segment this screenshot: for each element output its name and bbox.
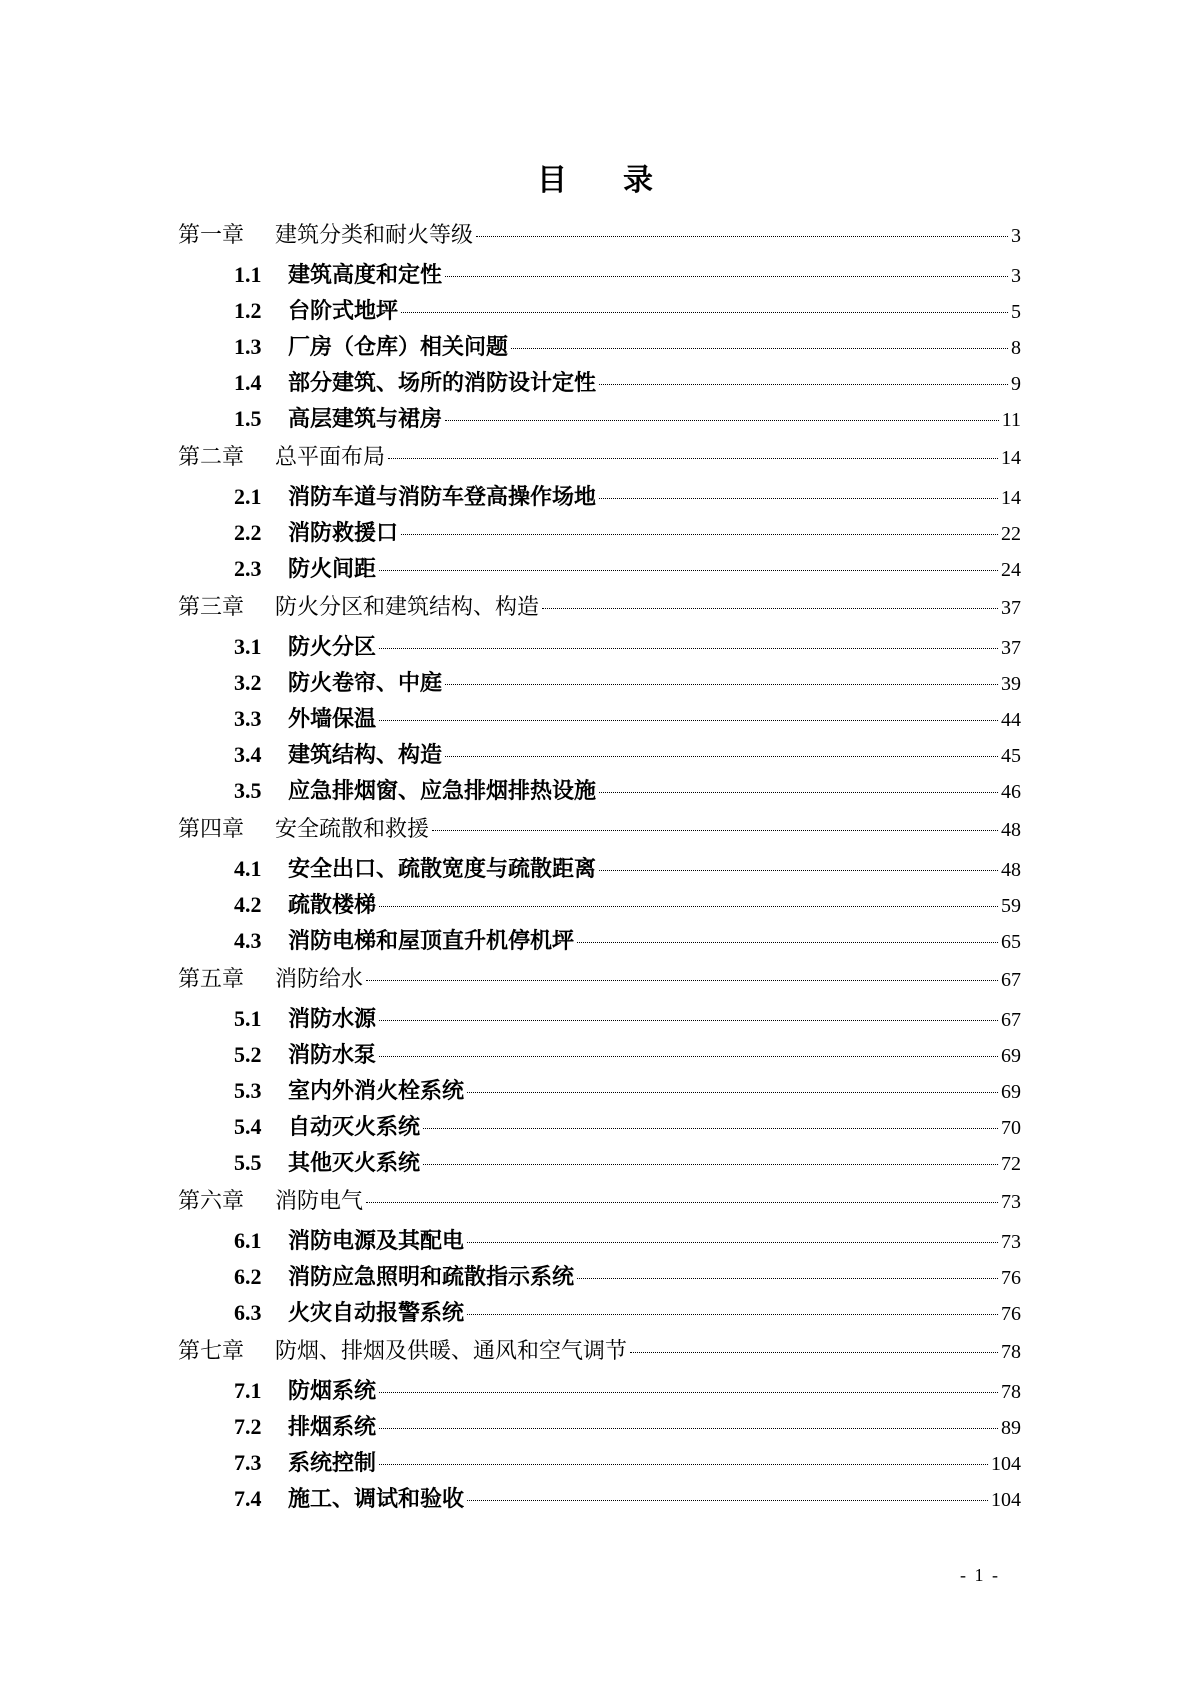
section-page-number: 45: [1001, 745, 1021, 767]
section-number: 2.1: [234, 484, 262, 509]
toc-section-entry[interactable]: [178, 1409, 1021, 1445]
toc-section-label: [234, 665, 442, 702]
dot-leader: [432, 830, 998, 831]
section-page-number: 89: [1001, 1417, 1021, 1439]
chapter-page-number: 14: [1001, 447, 1021, 469]
section-number: 5.4: [234, 1114, 262, 1139]
toc-section-entry[interactable]: [178, 257, 1021, 293]
section-page-number: 44: [1001, 709, 1021, 731]
section-number: 7.2: [234, 1414, 262, 1439]
chapter-title: 安全疏散和救援: [275, 817, 430, 842]
section-number: 1.5: [234, 406, 262, 431]
dot-leader: [401, 534, 998, 535]
dot-leader: [467, 1314, 998, 1315]
toc-chapter-label: [178, 809, 429, 851]
toc-section-label: [234, 401, 442, 438]
dot-leader: [630, 1352, 998, 1353]
toc-title: [0, 155, 1190, 199]
section-page-number: 59: [1001, 895, 1021, 917]
section-title: 应急排烟窗、应急排烟排热设施: [288, 778, 597, 804]
section-page-number: 76: [1001, 1267, 1021, 1289]
section-page-number: 69: [1001, 1081, 1021, 1103]
dot-leader: [379, 1392, 998, 1393]
section-page-number: 104: [991, 1453, 1021, 1475]
section-number: 5.3: [234, 1078, 262, 1103]
section-title: 防火间距: [288, 556, 377, 582]
toc-section-label: [234, 773, 596, 810]
dot-leader: [476, 236, 1008, 237]
section-number: 6.2: [234, 1264, 262, 1289]
chapter-title: 消防电气: [275, 1189, 364, 1214]
section-number: 3.1: [234, 634, 262, 659]
section-page-number: 24: [1001, 559, 1021, 581]
section-number: 1.2: [234, 298, 262, 323]
chapter-title: 消防给水: [275, 967, 364, 992]
section-title: 自动灭火系统: [288, 1114, 421, 1140]
dot-leader: [379, 570, 998, 571]
section-number: 7.1: [234, 1378, 262, 1403]
toc-section-label: [234, 1037, 376, 1074]
dot-leader: [366, 1202, 998, 1203]
section-number: 6.1: [234, 1228, 262, 1253]
dot-leader: [379, 648, 998, 649]
section-page-number: 72: [1001, 1153, 1021, 1175]
toc-section-entry[interactable]: [178, 551, 1021, 587]
section-number: 4.1: [234, 856, 262, 881]
section-number: 1.3: [234, 334, 262, 359]
section-title: 疏散楼梯: [288, 892, 377, 918]
chapter-page-number: 78: [1001, 1341, 1021, 1363]
chapter-page-number: 67: [1001, 969, 1021, 991]
section-title: 系统控制: [288, 1450, 377, 1476]
toc-section-entry[interactable]: [178, 365, 1021, 401]
section-number: 2.2: [234, 520, 262, 545]
section-number: 5.2: [234, 1042, 262, 1067]
section-title: 消防水源: [288, 1006, 377, 1032]
chapter-page-number: 3: [1011, 225, 1021, 247]
section-number: 3.2: [234, 670, 262, 695]
section-page-number: 104: [991, 1489, 1021, 1511]
section-number: 1.1: [234, 262, 262, 287]
dot-leader: [379, 1056, 998, 1057]
toc-chapter-entry[interactable]: [178, 1331, 1021, 1373]
chapter-number: 第二章: [178, 445, 245, 470]
section-number: 5.1: [234, 1006, 262, 1031]
section-page-number: 3: [1011, 265, 1021, 287]
dot-leader: [511, 348, 1008, 349]
chapter-number: 第五章: [178, 967, 245, 992]
dot-leader: [379, 1464, 988, 1465]
section-page-number: 48: [1001, 859, 1021, 881]
toc-section-label: [234, 1373, 376, 1410]
toc-chapter-label: [178, 959, 363, 1001]
dot-leader: [445, 276, 1008, 277]
toc-section-label: [234, 1223, 464, 1260]
toc-chapter-entry[interactable]: [178, 437, 1021, 479]
toc-chapter-entry[interactable]: [178, 1181, 1021, 1223]
chapter-page-number: 37: [1001, 597, 1021, 619]
section-page-number: 65: [1001, 931, 1021, 953]
section-title: 建筑结构、构造: [288, 742, 443, 768]
dot-leader: [467, 1242, 998, 1243]
dot-leader: [577, 942, 998, 943]
toc-section-entry[interactable]: [178, 1373, 1021, 1409]
section-number: 1.4: [234, 370, 262, 395]
section-title: 台阶式地坪: [288, 298, 399, 324]
section-page-number: 39: [1001, 673, 1021, 695]
section-title: 消防电源及其配电: [288, 1228, 465, 1254]
section-page-number: 70: [1001, 1117, 1021, 1139]
chapter-title: 建筑分类和耐火等级: [275, 223, 474, 248]
toc-section-entry[interactable]: [178, 401, 1021, 437]
chapter-title: 总平面布局: [275, 445, 386, 470]
toc-section-entry[interactable]: [178, 479, 1021, 515]
section-number: 2.3: [234, 556, 262, 581]
toc-chapter-label: [178, 437, 385, 479]
section-page-number: 73: [1001, 1231, 1021, 1253]
section-title: 高层建筑与裙房: [288, 406, 443, 432]
toc-section-label: [234, 365, 596, 402]
dot-leader: [379, 1428, 998, 1429]
chapter-number: 第六章: [178, 1189, 245, 1214]
toc-chapter-label: [178, 215, 473, 257]
toc-section-entry[interactable]: [178, 665, 1021, 701]
toc-section-label: [234, 1073, 464, 1110]
toc-chapter-label: [178, 587, 539, 629]
section-title: 消防水泵: [288, 1042, 377, 1068]
toc-section-label: [234, 887, 376, 924]
toc-section-entry[interactable]: [178, 851, 1021, 887]
section-number: 3.4: [234, 742, 262, 767]
toc-section-entry[interactable]: [178, 1109, 1021, 1145]
section-page-number: 11: [1001, 409, 1021, 431]
chapter-number: 第七章: [178, 1339, 245, 1364]
dot-leader: [379, 906, 998, 907]
toc-chapter-entry[interactable]: [178, 959, 1021, 1001]
table-of-contents: [178, 215, 1021, 1517]
section-page-number: 37: [1001, 637, 1021, 659]
section-number: 4.3: [234, 928, 262, 953]
toc-section-entry[interactable]: [178, 737, 1021, 773]
section-title: 消防救援口: [288, 520, 399, 546]
toc-section-entry[interactable]: [178, 887, 1021, 923]
toc-section-label: [234, 257, 442, 294]
section-title: 消防应急照明和疏散指示系统: [288, 1264, 575, 1290]
dot-leader: [542, 608, 998, 609]
toc-chapter-label: [178, 1331, 627, 1373]
section-page-number: 5: [1011, 301, 1021, 323]
section-title: 部分建筑、场所的消防设计定性: [288, 370, 597, 396]
toc-section-label: [234, 1295, 464, 1332]
toc-section-entry[interactable]: [178, 629, 1021, 665]
toc-section-entry[interactable]: [178, 923, 1021, 959]
toc-section-entry[interactable]: [178, 1145, 1021, 1181]
chapter-number: 第四章: [178, 817, 245, 842]
section-title: 安全出口、疏散宽度与疏散距离: [288, 856, 597, 882]
dot-leader: [445, 420, 999, 421]
section-title: 消防车道与消防车登高操作场地: [288, 484, 597, 510]
toc-chapter-label: [178, 1181, 363, 1223]
dot-leader: [599, 498, 998, 499]
toc-section-entry[interactable]: [178, 515, 1021, 551]
toc-section-label: [234, 1001, 376, 1038]
page-footer-number: - 1 -: [960, 1565, 1000, 1585]
section-page-number: 46: [1001, 781, 1021, 803]
dot-leader: [379, 720, 998, 721]
dot-leader: [467, 1500, 988, 1501]
section-title: 消防电梯和屋顶直升机停机坪: [288, 928, 575, 954]
dot-leader: [445, 756, 998, 757]
toc-section-label: [234, 701, 376, 738]
section-number: 4.2: [234, 892, 262, 917]
section-page-number: 67: [1001, 1009, 1021, 1031]
section-title: 外墙保温: [288, 706, 377, 732]
dot-leader: [401, 312, 1008, 313]
section-page-number: 9: [1011, 373, 1021, 395]
toc-section-label: [234, 551, 376, 588]
toc-section-label: [234, 923, 574, 960]
dot-leader: [577, 1278, 998, 1279]
toc-chapter-entry[interactable]: [178, 587, 1021, 629]
toc-section-entry[interactable]: [178, 1295, 1021, 1331]
toc-section-entry[interactable]: [178, 1223, 1021, 1259]
chapter-title: 防烟、排烟及供暖、通风和空气调节: [275, 1339, 628, 1364]
section-number: 7.4: [234, 1486, 262, 1511]
dot-leader: [599, 384, 1008, 385]
section-page-number: 14: [1001, 487, 1021, 509]
chapter-number: 第一章: [178, 223, 245, 248]
dot-leader: [366, 980, 998, 981]
section-page-number: 76: [1001, 1303, 1021, 1325]
toc-title-char-1: 目: [537, 163, 567, 198]
section-title: 其他灭火系统: [288, 1150, 421, 1176]
section-number: 7.3: [234, 1450, 262, 1475]
toc-section-label: [234, 1409, 376, 1446]
section-page-number: 69: [1001, 1045, 1021, 1067]
dot-leader: [379, 1020, 998, 1021]
section-title: 防火分区: [288, 634, 377, 660]
toc-section-entry[interactable]: [178, 1037, 1021, 1073]
section-page-number: 78: [1001, 1381, 1021, 1403]
section-number: 3.5: [234, 778, 262, 803]
section-title: 排烟系统: [288, 1414, 377, 1440]
dot-leader: [599, 792, 998, 793]
section-title: 厂房（仓库）相关问题: [288, 334, 509, 360]
dot-leader: [599, 870, 998, 871]
toc-section-label: [234, 629, 376, 666]
dot-leader: [423, 1128, 998, 1129]
dot-leader: [388, 458, 998, 459]
toc-section-label: [234, 479, 596, 516]
chapter-page-number: 73: [1001, 1191, 1021, 1213]
section-number: 3.3: [234, 706, 262, 731]
toc-section-label: [234, 293, 398, 330]
toc-chapter-entry[interactable]: [178, 215, 1021, 257]
toc-section-label: [234, 1481, 464, 1518]
chapter-title: 防火分区和建筑结构、构造: [275, 595, 540, 620]
toc-chapter-entry[interactable]: [178, 809, 1021, 851]
toc-section-entry[interactable]: [178, 1073, 1021, 1109]
toc-section-entry[interactable]: [178, 1259, 1021, 1295]
section-number: 5.5: [234, 1150, 262, 1175]
section-title: 建筑高度和定性: [288, 262, 443, 288]
toc-title-char-2: 录: [623, 163, 653, 198]
toc-section-label: [234, 1109, 420, 1146]
dot-leader: [423, 1164, 998, 1165]
chapter-page-number: 48: [1001, 819, 1021, 841]
dot-leader: [467, 1092, 998, 1093]
section-title: 施工、调试和验收: [288, 1486, 465, 1512]
toc-section-label: [234, 1259, 574, 1296]
section-title: 室内外消火栓系统: [288, 1078, 465, 1104]
toc-section-entry[interactable]: [178, 293, 1021, 329]
dot-leader: [445, 684, 998, 685]
toc-section-label: [234, 851, 596, 888]
section-title: 火灾自动报警系统: [288, 1300, 465, 1326]
toc-section-label: [234, 515, 398, 552]
toc-section-entry[interactable]: [178, 1001, 1021, 1037]
toc-section-entry[interactable]: [178, 773, 1021, 809]
toc-section-entry[interactable]: [178, 1481, 1021, 1517]
toc-section-entry[interactable]: [178, 329, 1021, 365]
toc-section-entry[interactable]: [178, 1445, 1021, 1481]
toc-section-entry[interactable]: [178, 701, 1021, 737]
toc-section-label: [234, 737, 442, 774]
chapter-number: 第三章: [178, 595, 245, 620]
toc-section-label: [234, 1145, 420, 1182]
toc-section-label: [234, 1445, 376, 1482]
section-title: 防火卷帘、中庭: [288, 670, 443, 696]
section-page-number: 22: [1001, 523, 1021, 545]
section-page-number: 8: [1011, 337, 1021, 359]
section-number: 6.3: [234, 1300, 262, 1325]
section-title: 防烟系统: [288, 1378, 377, 1404]
toc-section-label: [234, 329, 508, 366]
